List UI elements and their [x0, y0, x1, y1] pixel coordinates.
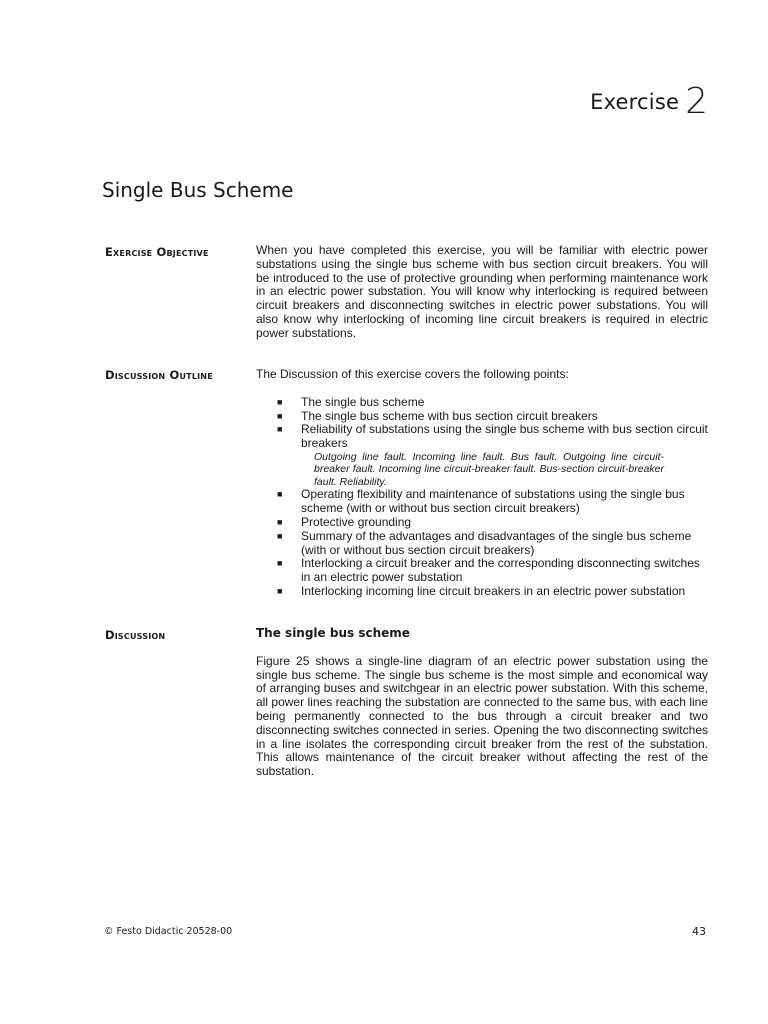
square-bullet-icon: ■ — [277, 530, 283, 541]
discussion-section — [256, 627, 708, 779]
square-bullet-icon: ■ — [277, 558, 283, 569]
list-item: ■ Interlocking a circuit breaker and the corresponding disconnecting switches in an electric power substation — [277, 556, 700, 585]
list-item: ■ Reliability of substations using the single bus scheme with bus section circuit breakers Outgoing line fault. Incoming line fault. Bus fault. Outgoing line circuit-breaker fault. Incoming line circuit-breaker fault. Bus-section circuit-breaker fault. Reliability. — [277, 422, 708, 488]
list-item: ■ Summary of the advantages and disadvantages of the single bus scheme (with or without bus section circuit breakers) — [277, 528, 692, 557]
exercise-label: Exercise — [590, 90, 680, 114]
square-bullet-icon: ■ — [277, 586, 283, 597]
discussion-label: Discussion — [105, 628, 166, 642]
outline-list — [256, 396, 708, 599]
list-item: ■ The single bus scheme with bus section circuit breakers — [277, 408, 598, 423]
page-title: Single Bus Scheme — [102, 178, 294, 202]
square-bullet-icon: ■ — [277, 410, 283, 421]
square-bullet-icon: ■ — [277, 489, 283, 500]
list-item: ■ The single bus scheme — [277, 394, 425, 409]
objective-text: When you have completed this exercise, you will be familiar with electric power substations using the single bus scheme with bus section circuit breakers. You will be introduced to the use of protective grounding when performing maintenance work in an electric power substation. You will know why interlocking is required between circuit breakers and disconnecting switches in electric power substations. You will also know why interlocking of incoming line circuit breakers is required in electric power substations. — [256, 243, 708, 340]
objective-label: Exercise Objective — [105, 245, 209, 259]
square-bullet-icon: ■ — [277, 424, 283, 435]
footer-copyright: © Festo Didactic 20528-00 — [104, 926, 233, 937]
exercise-header — [590, 81, 708, 122]
outline-intro: The Discussion of this exercise covers the following points: — [256, 367, 569, 381]
outline-label: Discussion Outline — [105, 368, 213, 382]
objective-section — [256, 244, 708, 341]
list-item: ■ Interlocking incoming line circuit breakers in an electric power substation — [277, 584, 686, 599]
square-bullet-icon: ■ — [277, 517, 283, 528]
outline-section — [256, 368, 708, 599]
list-item: ■ Protective grounding — [277, 515, 412, 530]
discussion-heading: The single bus scheme — [256, 626, 410, 640]
square-bullet-icon: ■ — [277, 396, 283, 407]
exercise-number: 2 — [685, 81, 708, 122]
page-number: 43 — [692, 925, 706, 938]
list-item: ■ Operating flexibility and maintenance of substations using the single bus scheme (with or without bus section circuit breakers) — [277, 487, 685, 516]
discussion-text: Figure 25 shows a single-line diagram of an electric power substation using the single bus scheme. The single bus scheme is the most simple and economical way of arranging buses and switchgear in an electric power substation. With this scheme, all power lines reaching the substation are connected to the same bus, with each line being permanently connected to the bus through a circuit breaker and two disconnecting switches connected in series. Opening the two disconnecting switches in a line isolates the corresponding circuit breaker from the rest of the substation. This allows maintenance of the circuit breaker without affecting the rest of the substation. — [256, 653, 708, 779]
outline-subtopics: Outgoing line fault. Incoming line fault. Bus fault. Outgoing line circuit-breaker fault. Incoming line circuit-breaker fault. Bus-section circuit-breaker fault. Reliability. — [314, 450, 664, 488]
